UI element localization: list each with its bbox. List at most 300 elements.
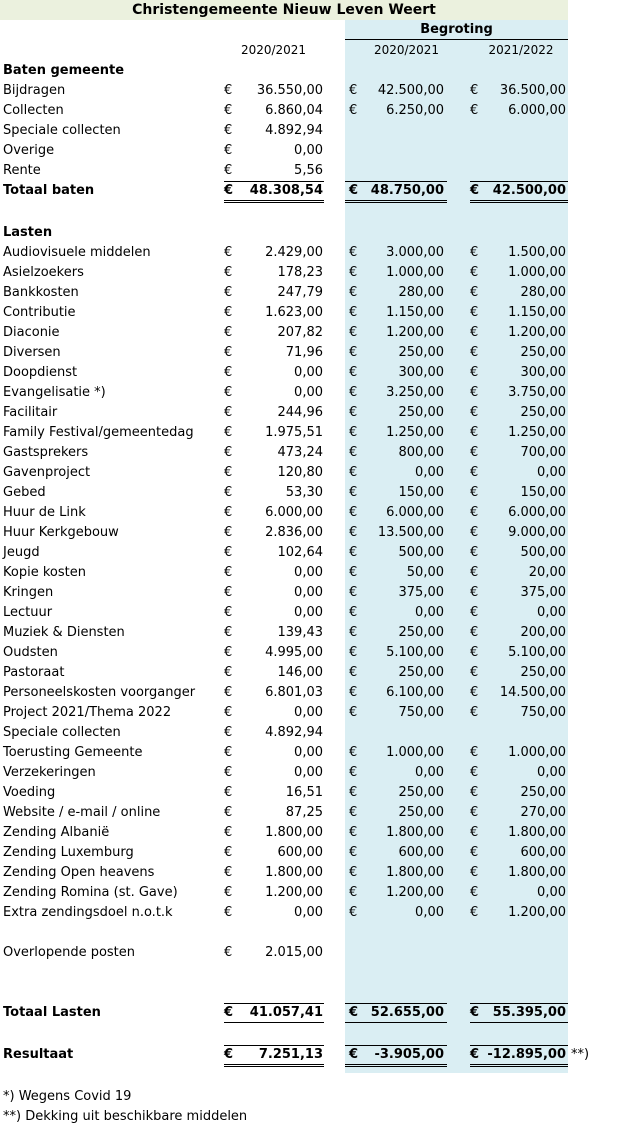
row-label: Website / e-mail / online	[3, 805, 161, 820]
currency-symbol: €	[224, 325, 233, 340]
rule-line	[224, 202, 324, 203]
year-budget-2020: 2020/2021	[373, 43, 440, 57]
actual-value: 244,96	[277, 405, 323, 420]
currency-symbol: €	[224, 845, 233, 860]
row-label: Zending Luxemburg	[3, 845, 134, 860]
currency-symbol: €	[470, 445, 479, 460]
actual-value: 0,00	[294, 585, 323, 600]
actual-value: 53,30	[285, 485, 323, 500]
currency-symbol: €	[470, 665, 479, 680]
table-row	[0, 403, 633, 423]
rule-line	[345, 1045, 447, 1046]
actual-value: 0,00	[294, 705, 323, 720]
currency-symbol: €	[470, 183, 480, 198]
currency-symbol: €	[470, 585, 479, 600]
row-label: Asielzoekers	[3, 265, 84, 280]
row-label: Diaconie	[3, 325, 60, 340]
currency-symbol: €	[470, 1047, 480, 1062]
total-baten-row	[0, 181, 633, 201]
currency-symbol: €	[224, 183, 234, 198]
currency-symbol: €	[349, 285, 358, 300]
currency-symbol: €	[224, 305, 233, 320]
currency-symbol: €	[224, 605, 233, 620]
footnote: *) Wegens Covid 19	[3, 1089, 132, 1104]
table-row	[0, 663, 633, 683]
budget-2021-value: 6.000,00	[508, 103, 566, 118]
budget-header-underline	[345, 39, 568, 40]
actual-value: 102,64	[277, 545, 323, 560]
currency-symbol: €	[470, 785, 479, 800]
currency-symbol: €	[349, 183, 359, 198]
currency-symbol: €	[224, 885, 233, 900]
actual-value: 6.801,03	[265, 685, 323, 700]
row-label: Collecten	[3, 103, 64, 118]
currency-symbol: €	[224, 625, 233, 640]
table-row	[0, 543, 633, 563]
actual-value: 146,00	[277, 665, 323, 680]
budget-2021-value: 250,00	[520, 665, 566, 680]
currency-symbol: €	[224, 805, 233, 820]
table-row	[0, 443, 633, 463]
currency-symbol: €	[224, 685, 233, 700]
currency-symbol: €	[224, 265, 233, 280]
budget-2020-value: 0,00	[415, 605, 444, 620]
currency-symbol: €	[224, 945, 233, 960]
budget-2020-value: 600,00	[398, 845, 444, 860]
budget-2021-value: 9.000,00	[508, 525, 566, 540]
currency-symbol: €	[224, 285, 233, 300]
table-row	[0, 703, 633, 723]
budget-2020-value: -3.905,00	[374, 1047, 444, 1062]
currency-symbol: €	[224, 585, 233, 600]
currency-symbol: €	[470, 685, 479, 700]
table-row	[0, 763, 633, 783]
actual-value: 2.836,00	[265, 525, 323, 540]
table-row	[0, 323, 633, 343]
rule-line	[470, 1064, 568, 1065]
currency-symbol: €	[349, 485, 358, 500]
actual-value: 0,00	[294, 365, 323, 380]
budget-2020-value: 0,00	[415, 905, 444, 920]
row-label: Contributie	[3, 305, 76, 320]
budget-2020-value: 375,00	[398, 585, 444, 600]
actual-value: 5,56	[294, 163, 323, 178]
actual-value: 71,96	[285, 345, 323, 360]
rule-line	[224, 1003, 324, 1004]
actual-value: 1.800,00	[265, 825, 323, 840]
budget-2020-value: 6.250,00	[386, 103, 444, 118]
resultaat-row	[0, 1045, 633, 1065]
budget-2020-value: 250,00	[398, 785, 444, 800]
currency-symbol: €	[470, 83, 479, 98]
currency-symbol: €	[470, 425, 479, 440]
budget-2020-value: 13.500,00	[377, 525, 444, 540]
currency-symbol: €	[224, 725, 233, 740]
currency-symbol: €	[349, 605, 358, 620]
table-row	[0, 683, 633, 703]
currency-symbol: €	[349, 805, 358, 820]
currency-symbol: €	[224, 825, 233, 840]
budget-2020-value: 3.000,00	[386, 245, 444, 260]
sheet-title: Christengemeente Nieuw Leven Weert	[132, 2, 436, 18]
actual-value: 0,00	[294, 745, 323, 760]
table-row	[0, 263, 633, 283]
table-row	[0, 863, 633, 883]
currency-symbol: €	[224, 163, 233, 178]
currency-symbol: €	[224, 445, 233, 460]
currency-symbol: €	[470, 845, 479, 860]
budget-2021-value: 0,00	[537, 765, 566, 780]
row-label: Voeding	[3, 785, 56, 800]
currency-symbol: €	[224, 645, 233, 660]
actual-value: 178,23	[277, 265, 323, 280]
budget-2021-value: 3.750,00	[508, 385, 566, 400]
rule-line	[224, 1045, 324, 1046]
budget-2021-value: 1.800,00	[508, 825, 566, 840]
section-heading: Lasten	[3, 225, 53, 240]
budget-2020-value: 50,00	[406, 565, 444, 580]
currency-symbol: €	[349, 905, 358, 920]
table-row	[0, 623, 633, 643]
section-lasten	[0, 223, 633, 243]
actual-value: 16,51	[285, 785, 323, 800]
budget-2021-value: 250,00	[520, 405, 566, 420]
actual-value: 120,80	[277, 465, 323, 480]
currency-symbol: €	[470, 905, 479, 920]
result-note: **)	[571, 1047, 590, 1062]
row-label: Overlopende posten	[3, 945, 136, 960]
currency-symbol: €	[470, 705, 479, 720]
rule-line	[224, 1066, 324, 1067]
currency-symbol: €	[224, 545, 233, 560]
currency-symbol: €	[224, 565, 233, 580]
row-label: Gavenproject	[3, 465, 91, 480]
actual-value: 6.860,04	[265, 103, 323, 118]
currency-symbol: €	[470, 405, 479, 420]
budget-2021-value: 1.000,00	[508, 265, 566, 280]
row-label: Extra zendingsdoel n.o.t.k	[3, 905, 173, 920]
table-row	[0, 363, 633, 383]
rule-line	[345, 1022, 447, 1023]
currency-symbol: €	[349, 565, 358, 580]
currency-symbol: €	[349, 585, 358, 600]
budget-2020-value: 300,00	[398, 365, 444, 380]
budget-header: Begroting	[420, 22, 493, 37]
table-row	[0, 643, 633, 663]
currency-symbol: €	[349, 1047, 359, 1062]
row-label: Totaal Lasten	[3, 1005, 101, 1020]
table-row	[0, 803, 633, 823]
table-row	[0, 903, 633, 923]
currency-symbol: €	[224, 1005, 234, 1020]
currency-symbol: €	[349, 325, 358, 340]
currency-symbol: €	[349, 705, 358, 720]
currency-symbol: €	[470, 825, 479, 840]
currency-symbol: €	[349, 545, 358, 560]
actual-value: 4.892,94	[265, 123, 323, 138]
currency-symbol: €	[349, 865, 358, 880]
actual-value: 7.251,13	[258, 1047, 323, 1062]
budget-2021-value: 55.395,00	[492, 1005, 566, 1020]
currency-symbol: €	[224, 905, 233, 920]
rule-line	[345, 1066, 447, 1067]
section-heading: Baten gemeente	[3, 63, 125, 78]
currency-symbol: €	[224, 425, 233, 440]
currency-symbol: €	[349, 625, 358, 640]
budget-2020-value: 250,00	[398, 405, 444, 420]
budget-2021-value: 270,00	[520, 805, 566, 820]
row-label: Kopie kosten	[3, 565, 86, 580]
budget-2021-value: 200,00	[520, 625, 566, 640]
row-label: Zending Albanië	[3, 825, 110, 840]
table-row	[0, 303, 633, 323]
budget-2021-value: 0,00	[537, 465, 566, 480]
rule-line	[345, 1064, 447, 1065]
currency-symbol: €	[470, 285, 479, 300]
row-label: Kringen	[3, 585, 54, 600]
total-lasten-row	[0, 1003, 633, 1023]
rule-line	[224, 1022, 324, 1023]
currency-symbol: €	[470, 525, 479, 540]
row-label: Project 2021/Thema 2022	[3, 705, 172, 720]
currency-symbol: €	[470, 1005, 480, 1020]
actual-value: 600,00	[277, 845, 323, 860]
currency-symbol: €	[349, 685, 358, 700]
currency-symbol: €	[349, 825, 358, 840]
rule-line	[345, 181, 447, 182]
budget-2020-value: 500,00	[398, 545, 444, 560]
budget-2020-value: 750,00	[398, 705, 444, 720]
currency-symbol: €	[349, 245, 358, 260]
currency-symbol: €	[470, 565, 479, 580]
actual-value: 4.995,00	[265, 645, 323, 660]
table-row	[0, 283, 633, 303]
section-baten	[0, 61, 633, 81]
currency-symbol: €	[349, 785, 358, 800]
budget-2021-value: 375,00	[520, 585, 566, 600]
currency-symbol: €	[470, 805, 479, 820]
rule-line	[470, 202, 568, 203]
budget-2021-value: 1.800,00	[508, 865, 566, 880]
table-row	[0, 783, 633, 803]
currency-symbol: €	[224, 765, 233, 780]
actual-value: 0,00	[294, 905, 323, 920]
currency-symbol: €	[470, 745, 479, 760]
table-row	[0, 823, 633, 843]
year-budget-2021: 2021/2022	[488, 43, 554, 57]
currency-symbol: €	[349, 345, 358, 360]
table-row	[0, 843, 633, 863]
budget-2020-value: 48.750,00	[370, 183, 444, 198]
budget-2020-value: 1.000,00	[386, 745, 444, 760]
currency-symbol: €	[470, 625, 479, 640]
budget-2020-value: 0,00	[415, 465, 444, 480]
budget-2020-value: 1.000,00	[386, 265, 444, 280]
budget-2021-value: 500,00	[520, 545, 566, 560]
currency-symbol: €	[470, 885, 479, 900]
budget-2021-value: 700,00	[520, 445, 566, 460]
rule-line	[345, 200, 447, 201]
actual-value: 473,24	[277, 445, 323, 460]
currency-symbol: €	[470, 385, 479, 400]
row-label: Pastoraat	[3, 665, 65, 680]
row-label: Huur Kerkgebouw	[3, 525, 119, 540]
row-label: Bankkosten	[3, 285, 79, 300]
year-actual: 2020/2021	[240, 43, 307, 57]
actual-value: 48.308,54	[249, 183, 323, 198]
budget-2021-value: 250,00	[520, 785, 566, 800]
row-label: Zending Romina (st. Gave)	[3, 885, 178, 900]
budget-2020-value: 1.200,00	[386, 885, 444, 900]
budget-2021-value: 0,00	[537, 885, 566, 900]
budget-2020-value: 800,00	[398, 445, 444, 460]
currency-symbol: €	[349, 425, 358, 440]
budget-2020-value: 1.800,00	[386, 865, 444, 880]
actual-value: 0,00	[294, 143, 323, 158]
currency-symbol: €	[224, 1047, 234, 1062]
budget-2020-value: 250,00	[398, 665, 444, 680]
currency-symbol: €	[224, 385, 233, 400]
budget-2021-value: 1.000,00	[508, 745, 566, 760]
rule-line	[470, 181, 568, 182]
table-row	[0, 383, 633, 403]
row-label: Bijdragen	[3, 83, 66, 98]
currency-symbol: €	[349, 385, 358, 400]
currency-symbol: €	[470, 485, 479, 500]
currency-symbol: €	[470, 505, 479, 520]
table-row	[0, 883, 633, 903]
currency-symbol: €	[349, 645, 358, 660]
actual-value: 247,79	[277, 285, 323, 300]
budget-2020-value: 1.800,00	[386, 825, 444, 840]
row-label: Facilitair	[3, 405, 58, 420]
table-row	[0, 161, 633, 181]
budget-2020-value: 3.250,00	[386, 385, 444, 400]
row-label: Family Festival/gemeentedag	[3, 425, 194, 440]
actual-value: 0,00	[294, 565, 323, 580]
currency-symbol: €	[349, 405, 358, 420]
budget-2020-value: 150,00	[398, 485, 444, 500]
currency-symbol: €	[349, 765, 358, 780]
table-row	[0, 603, 633, 623]
actual-value: 41.057,41	[249, 1005, 323, 1020]
currency-symbol: €	[349, 845, 358, 860]
budget-2021-value: 300,00	[520, 365, 566, 380]
table-row	[0, 243, 633, 263]
currency-symbol: €	[349, 445, 358, 460]
table-row	[0, 463, 633, 483]
row-label: Huur de Link	[3, 505, 86, 520]
table-row	[0, 723, 633, 743]
currency-symbol: €	[349, 103, 358, 118]
budget-2021-value: 42.500,00	[492, 183, 566, 198]
budget-2020-value: 250,00	[398, 805, 444, 820]
budget-2020-value: 250,00	[398, 625, 444, 640]
currency-symbol: €	[349, 665, 358, 680]
currency-symbol: €	[224, 83, 233, 98]
row-label: Overige	[3, 143, 55, 158]
row-label: Personeelskosten voorganger	[3, 685, 196, 700]
actual-value: 2.429,00	[265, 245, 323, 260]
actual-value: 4.892,94	[265, 725, 323, 740]
actual-value: 207,82	[277, 325, 323, 340]
actual-value: 139,43	[277, 625, 323, 640]
budget-2020-value: 250,00	[398, 345, 444, 360]
footnote: **) Dekking uit beschikbare middelen	[3, 1109, 248, 1124]
budget-2020-value: 6.100,00	[386, 685, 444, 700]
currency-symbol: €	[470, 545, 479, 560]
currency-symbol: €	[470, 265, 479, 280]
row-label: Gebed	[3, 485, 46, 500]
row-label: Speciale collecten	[3, 123, 121, 138]
rule-line	[470, 200, 568, 201]
table-row	[0, 483, 633, 503]
table-row	[0, 563, 633, 583]
table-row	[0, 101, 633, 121]
currency-symbol: €	[224, 525, 233, 540]
actual-value: 6.000,00	[265, 505, 323, 520]
row-label: Oudsten	[3, 645, 58, 660]
rule-line	[345, 202, 447, 203]
currency-symbol: €	[224, 465, 233, 480]
currency-symbol: €	[224, 485, 233, 500]
budget-2020-value: 1.150,00	[386, 305, 444, 320]
row-label: Totaal baten	[3, 183, 95, 198]
actual-value: 0,00	[294, 765, 323, 780]
currency-symbol: €	[470, 865, 479, 880]
budget-2021-value: 20,00	[528, 565, 566, 580]
row-label: Resultaat	[3, 1047, 74, 1062]
table-row	[0, 141, 633, 161]
table-row	[0, 503, 633, 523]
currency-symbol: €	[349, 465, 358, 480]
actual-value: 1.975,51	[265, 425, 323, 440]
currency-symbol: €	[349, 365, 358, 380]
currency-symbol: €	[224, 665, 233, 680]
row-label: Jeugd	[3, 545, 40, 560]
budget-2021-value: 0,00	[537, 605, 566, 620]
row-label: Diversen	[3, 345, 61, 360]
row-label: Rente	[3, 163, 41, 178]
table-row	[0, 81, 633, 101]
table-row	[0, 121, 633, 141]
budget-2020-value: 0,00	[415, 765, 444, 780]
currency-symbol: €	[349, 525, 358, 540]
currency-symbol: €	[224, 345, 233, 360]
budget-2020-value: 42.500,00	[377, 83, 444, 98]
budget-2021-value: 600,00	[520, 845, 566, 860]
budget-2021-value: 750,00	[520, 705, 566, 720]
table-row	[0, 343, 633, 363]
rule-line	[224, 181, 324, 182]
currency-symbol: €	[349, 265, 358, 280]
currency-symbol: €	[470, 305, 479, 320]
rule-line	[224, 200, 324, 201]
actual-value: 1.623,00	[265, 305, 323, 320]
actual-value: 87,25	[285, 805, 323, 820]
rule-line	[224, 1064, 324, 1065]
actual-value: 0,00	[294, 385, 323, 400]
currency-symbol: €	[470, 465, 479, 480]
currency-symbol: €	[349, 505, 358, 520]
rule-line	[470, 1022, 568, 1023]
budget-2021-value: 250,00	[520, 345, 566, 360]
row-label: Lectuur	[3, 605, 53, 620]
budget-2021-value: 1.200,00	[508, 905, 566, 920]
row-label: Doopdienst	[3, 365, 78, 380]
row-label: Verzekeringen	[3, 765, 96, 780]
row-label: Zending Open heavens	[3, 865, 155, 880]
